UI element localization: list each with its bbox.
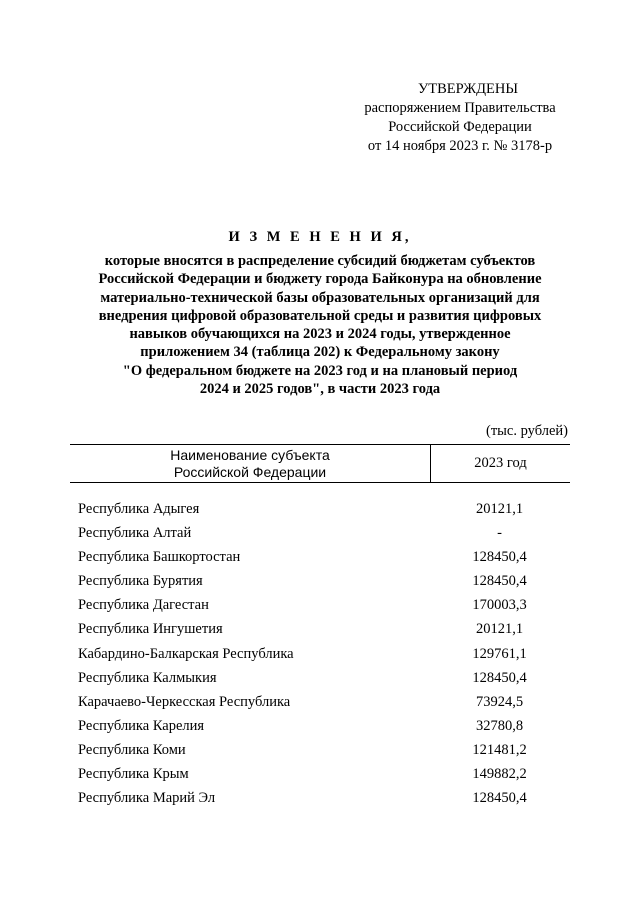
subtitle-line: "О федеральном бюджете на 2023 год и на плановый период xyxy=(122,362,518,379)
table-row xyxy=(78,786,578,810)
subsidy-value: 20121,1 xyxy=(475,621,524,638)
approval-heading: УТВЕРЖДЕНЫ xyxy=(417,81,519,97)
table-row xyxy=(78,714,578,738)
table-row xyxy=(78,762,578,786)
subsidy-value: 32780,8 xyxy=(475,717,524,734)
subsidy-value: 20121,1 xyxy=(475,501,524,517)
region-name: Республика Адыгея xyxy=(78,501,200,517)
subtitle-line: Российской Федерации и бюджету города Байконура на обновление xyxy=(98,271,542,288)
units-label: (тыс. рублей) xyxy=(486,423,568,439)
subsidy-value: 121481,2 xyxy=(472,741,527,758)
approval-block xyxy=(340,80,580,156)
table-row xyxy=(78,545,578,569)
table-row xyxy=(78,666,578,690)
subsidy-value: 129761,1 xyxy=(472,645,527,662)
table-row xyxy=(78,593,578,617)
region-name: Республика Башкортостан xyxy=(78,549,241,566)
region-name: Республика Крым xyxy=(78,766,189,783)
region-name: Республика Алтай xyxy=(78,525,192,542)
region-name: Кабардино-Балкарская Республика xyxy=(78,645,294,662)
column-header-region-line1: Наименование субъекта xyxy=(170,447,330,463)
column-header-year: 2023 год xyxy=(474,455,527,471)
approval-line: Российской Федерации xyxy=(388,119,532,135)
document-title: И З М Е Н Е Н И Я, xyxy=(228,229,412,245)
table-body xyxy=(78,497,578,810)
subtitle-line: навыков обучающихся на 2023 и 2024 годы, утвержденное xyxy=(129,326,511,343)
subtitle-line: внедрения цифровой образовательной среды и развития цифровых xyxy=(98,307,542,324)
table-row xyxy=(78,690,578,714)
subsidy-value: 128450,4 xyxy=(472,790,527,807)
document-subtitle xyxy=(60,252,580,398)
subsidy-value: - xyxy=(497,525,502,542)
region-name: Карачаево-Черкесская Республика xyxy=(78,693,291,710)
region-name: Республика Коми xyxy=(78,741,186,758)
region-name: Республика Карелия xyxy=(78,717,205,734)
table-row xyxy=(78,569,578,593)
table-row xyxy=(78,738,578,762)
subsidy-value: 128450,4 xyxy=(472,549,527,566)
subsidy-value: 128450,4 xyxy=(472,573,527,590)
table-row xyxy=(78,642,578,666)
table-row xyxy=(78,617,578,641)
table-row xyxy=(78,521,578,545)
column-header-region-line2: Российской Федерации xyxy=(173,464,327,480)
subsidy-value: 73924,5 xyxy=(475,693,524,710)
subsidy-value: 128450,4 xyxy=(472,669,527,686)
subsidy-value: 170003,3 xyxy=(472,597,527,614)
subtitle-line: которые вносятся в распределение субсидий бюджетам субъектов xyxy=(104,253,536,269)
region-name: Республика Марий Эл xyxy=(78,790,216,807)
region-name: Республика Калмыкия xyxy=(78,669,217,686)
table-header xyxy=(70,444,570,483)
region-name: Республика Бурятия xyxy=(78,573,203,590)
subtitle-line: 2024 и 2025 годов", в части 2023 года xyxy=(199,381,441,398)
table-row xyxy=(78,497,578,521)
subtitle-line: приложением 34 (таблица 202) к Федеральному закону xyxy=(140,344,500,361)
subtitle-line: материально-технической базы образовательных организаций для xyxy=(100,289,540,306)
region-name: Республика Ингушетия xyxy=(78,621,223,638)
subsidy-value: 149882,2 xyxy=(472,766,527,783)
approval-line: от 14 ноября 2023 г. № 3178-р xyxy=(367,138,553,154)
region-name: Республика Дагестан xyxy=(78,597,209,614)
approval-line: распоряжением Правительства xyxy=(364,100,556,116)
column-header-region xyxy=(70,445,430,482)
